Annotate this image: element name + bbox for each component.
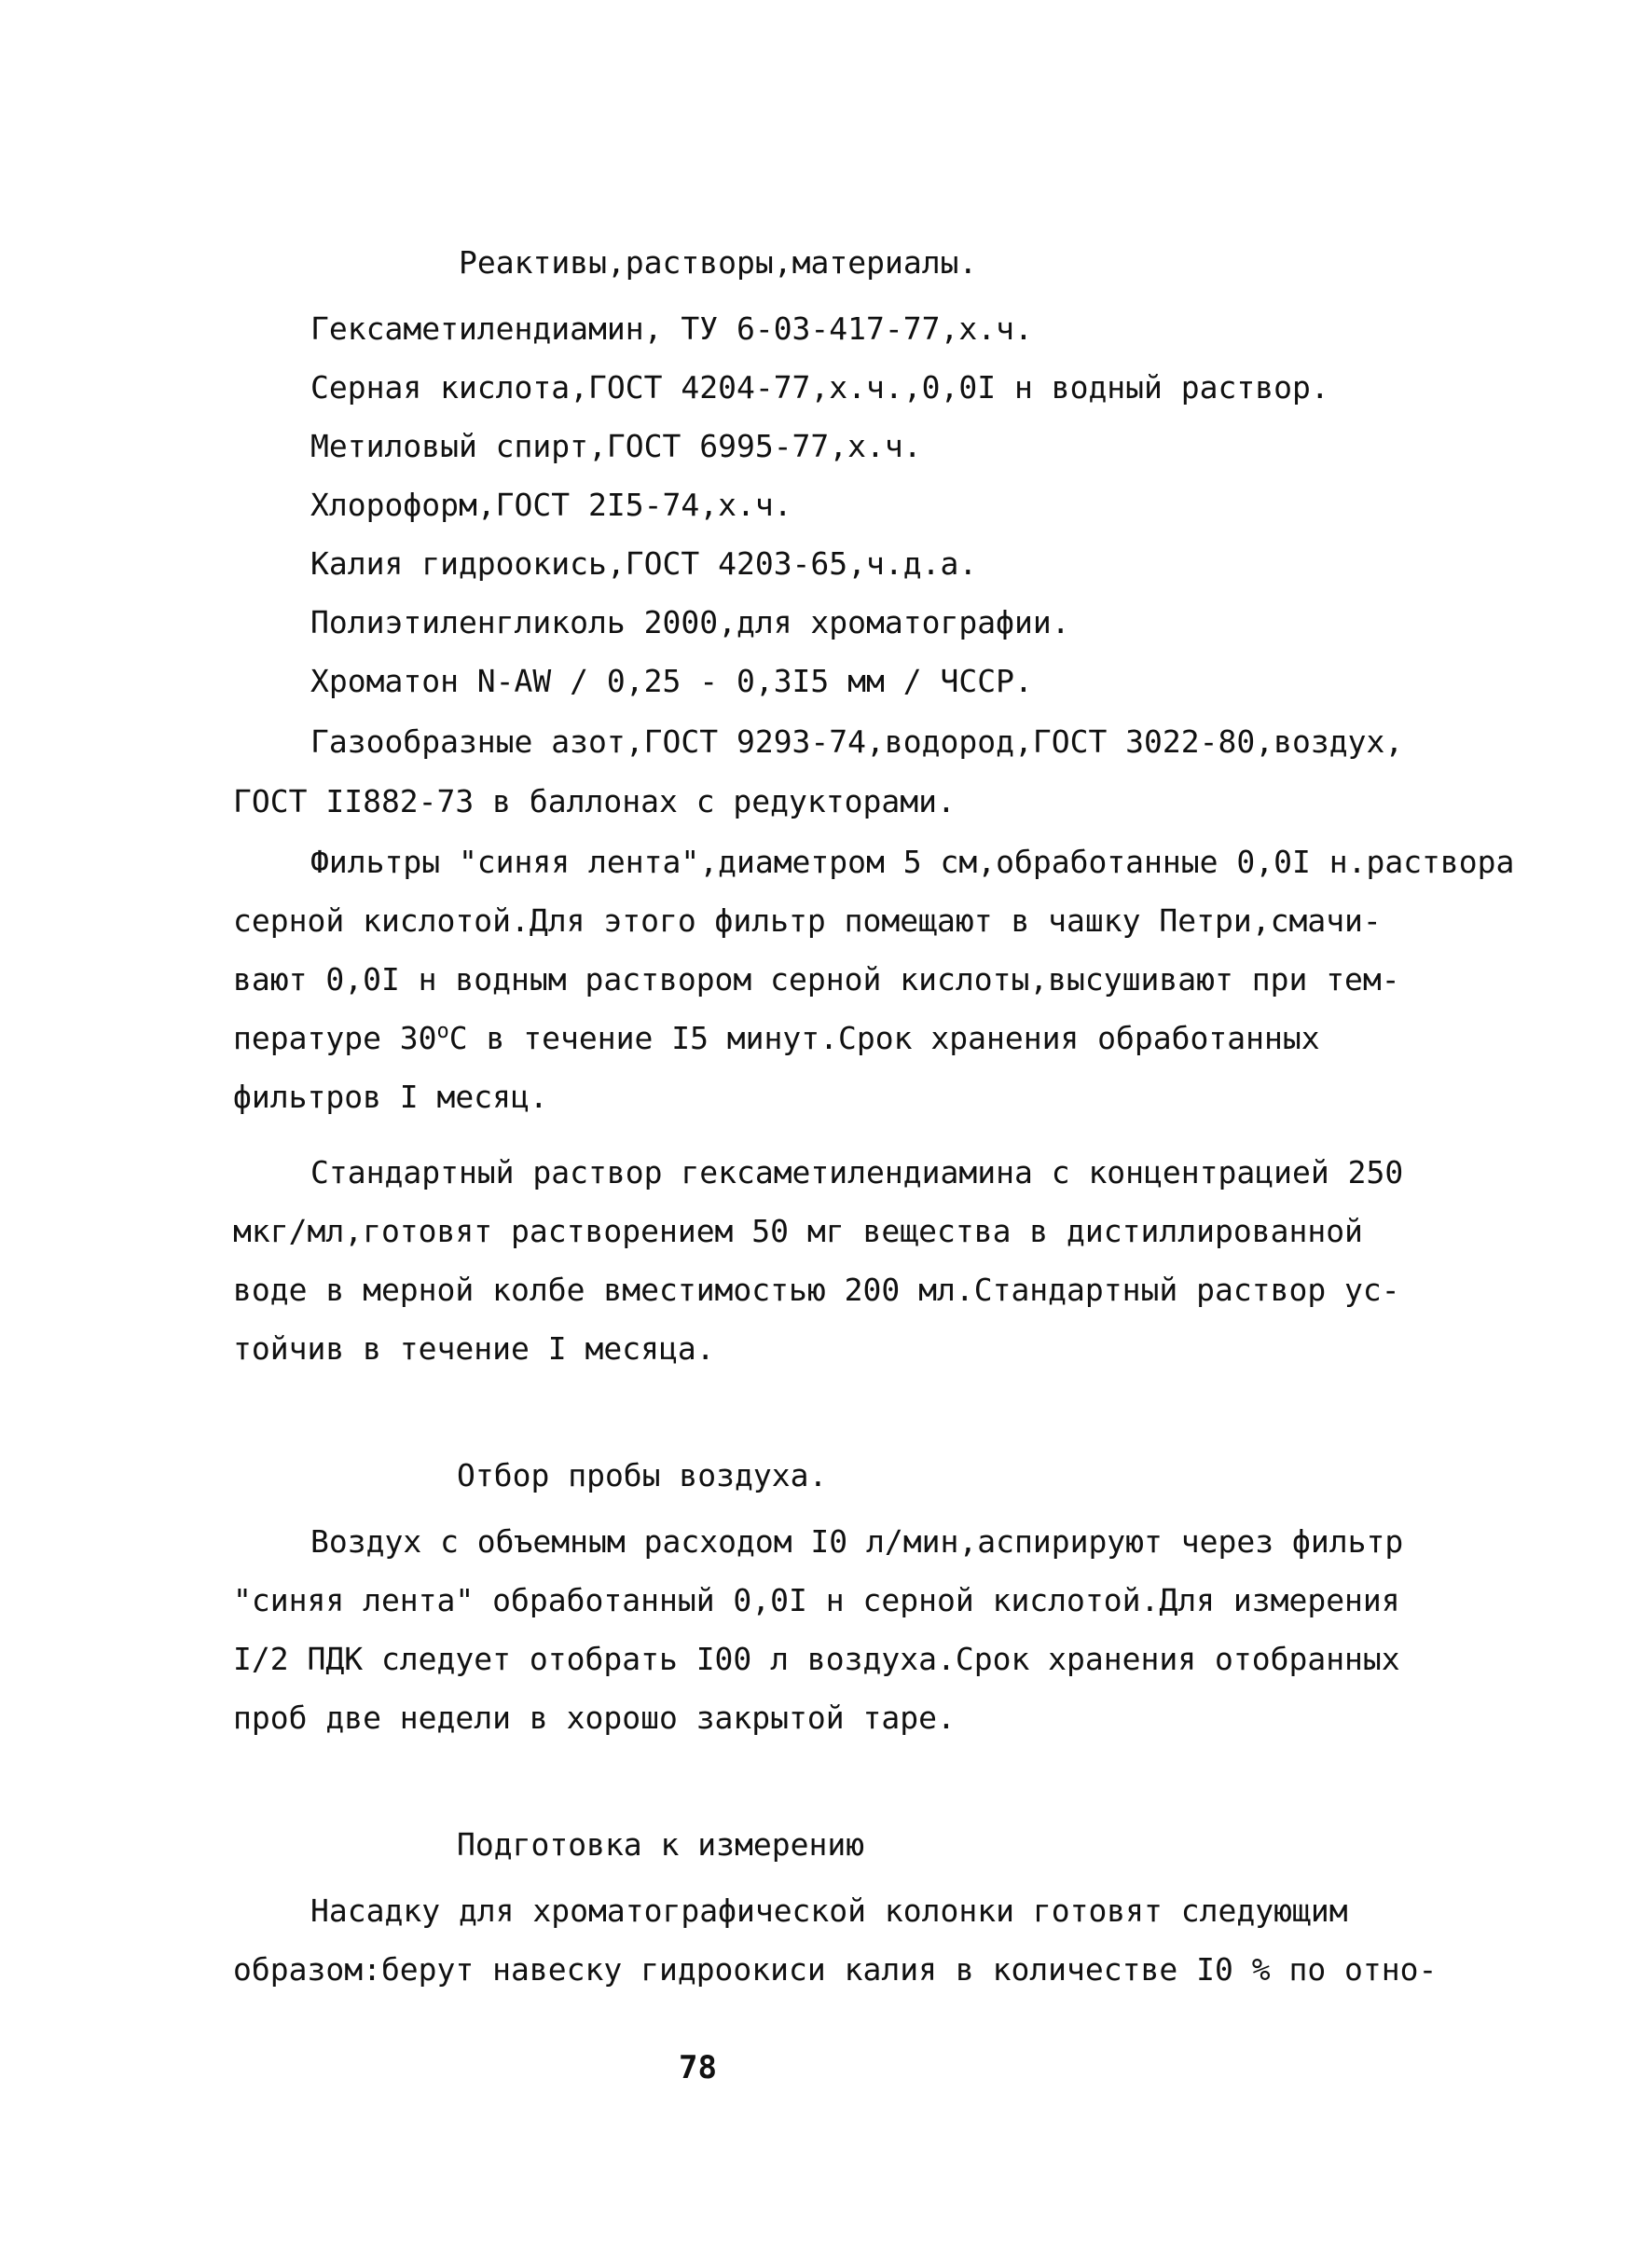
- text-fragment: C в течение I5 минут.Срок хранения обработанных: [448, 1020, 1320, 1056]
- text-fragment: пературе 30: [233, 1020, 437, 1056]
- text-line: Насадку для хроматографической колонки готовят следующим: [310, 1892, 1348, 1929]
- page-number: 78: [679, 2049, 717, 2086]
- text-line: Стандартный раствор гексаметилендиамина с концентрацией 250: [310, 1154, 1404, 1190]
- text-line: тойчив в течение I месяца.: [233, 1330, 715, 1367]
- text-line: "синяя лента" обработанный 0,0I н серной кислотой.Для измерения: [233, 1582, 1400, 1618]
- text-line: вают 0,0I н водным раствором серной кислоты,высушивают при тем-: [233, 961, 1400, 998]
- text-line: I/2 ПДК следует отобрать I00 л воздуха.Срок хранения отобранных: [233, 1641, 1400, 1677]
- text-line: воде в мерной колбе вместимостью 200 мл.Стандартный раствор ус-: [233, 1272, 1400, 1308]
- degree-mark: o: [436, 1020, 449, 1043]
- text-line: Газообразные азот,ГОСТ 9293-74,водород,ГОСТ 3022-80,воздух,: [310, 723, 1404, 760]
- text-line: Хроматон N-AW / 0,25 - 0,3I5 мм / ЧССР.: [310, 663, 1033, 699]
- text-line: образом:берут навеску гидроокиси калия в количестве I0 % по отно-: [233, 1951, 1438, 1988]
- text-line: мкг/мл,готовят растворением 50 мг вещества в дистиллированной: [233, 1213, 1363, 1249]
- text-line: Гексаметилендиамин, ТУ 6-03-417-77,х.ч.: [310, 310, 1033, 347]
- text-line: Воздух с объемным расходом I0 л/мин,аспирируют через фильтр: [310, 1523, 1404, 1560]
- text-line: Фильтры "синяя лента",диаметром 5 см,обработанные 0,0I н.раствора: [310, 844, 1515, 880]
- text-line: Полиэтиленгликоль 2000,для хроматографии.: [310, 604, 1070, 640]
- section-heading-reagents: Реактивы,растворы,материалы.: [459, 244, 978, 281]
- text-line: ГОСТ II882-73 в баллонах с редукторами.: [233, 783, 956, 819]
- text-line: Метиловый спирт,ГОСТ 6995-77,х.ч.: [310, 428, 922, 464]
- text-line: Калия гидроокись,ГОСТ 4203-65,ч.д.а.: [310, 545, 978, 582]
- section-heading-sampling: Отбор пробы воздуха.: [457, 1457, 828, 1493]
- section-heading-preparation: Подготовка к измерению: [457, 1826, 865, 1863]
- text-line: Хлороформ,ГОСТ 2I5-74,х.ч.: [310, 487, 792, 523]
- text-line: проб две недели в хорошо закрытой таре.: [233, 1700, 956, 1736]
- text-line: Серная кислота,ГОСТ 4204-77,х.ч.,0,0I н водный раствор.: [310, 369, 1329, 406]
- text-line: фильтров I месяц.: [233, 1079, 548, 1115]
- text-line: серной кислотой.Для этого фильтр помещают в чашку Петри,смачи-: [233, 902, 1382, 939]
- text-line: [233, 1020, 1320, 1057]
